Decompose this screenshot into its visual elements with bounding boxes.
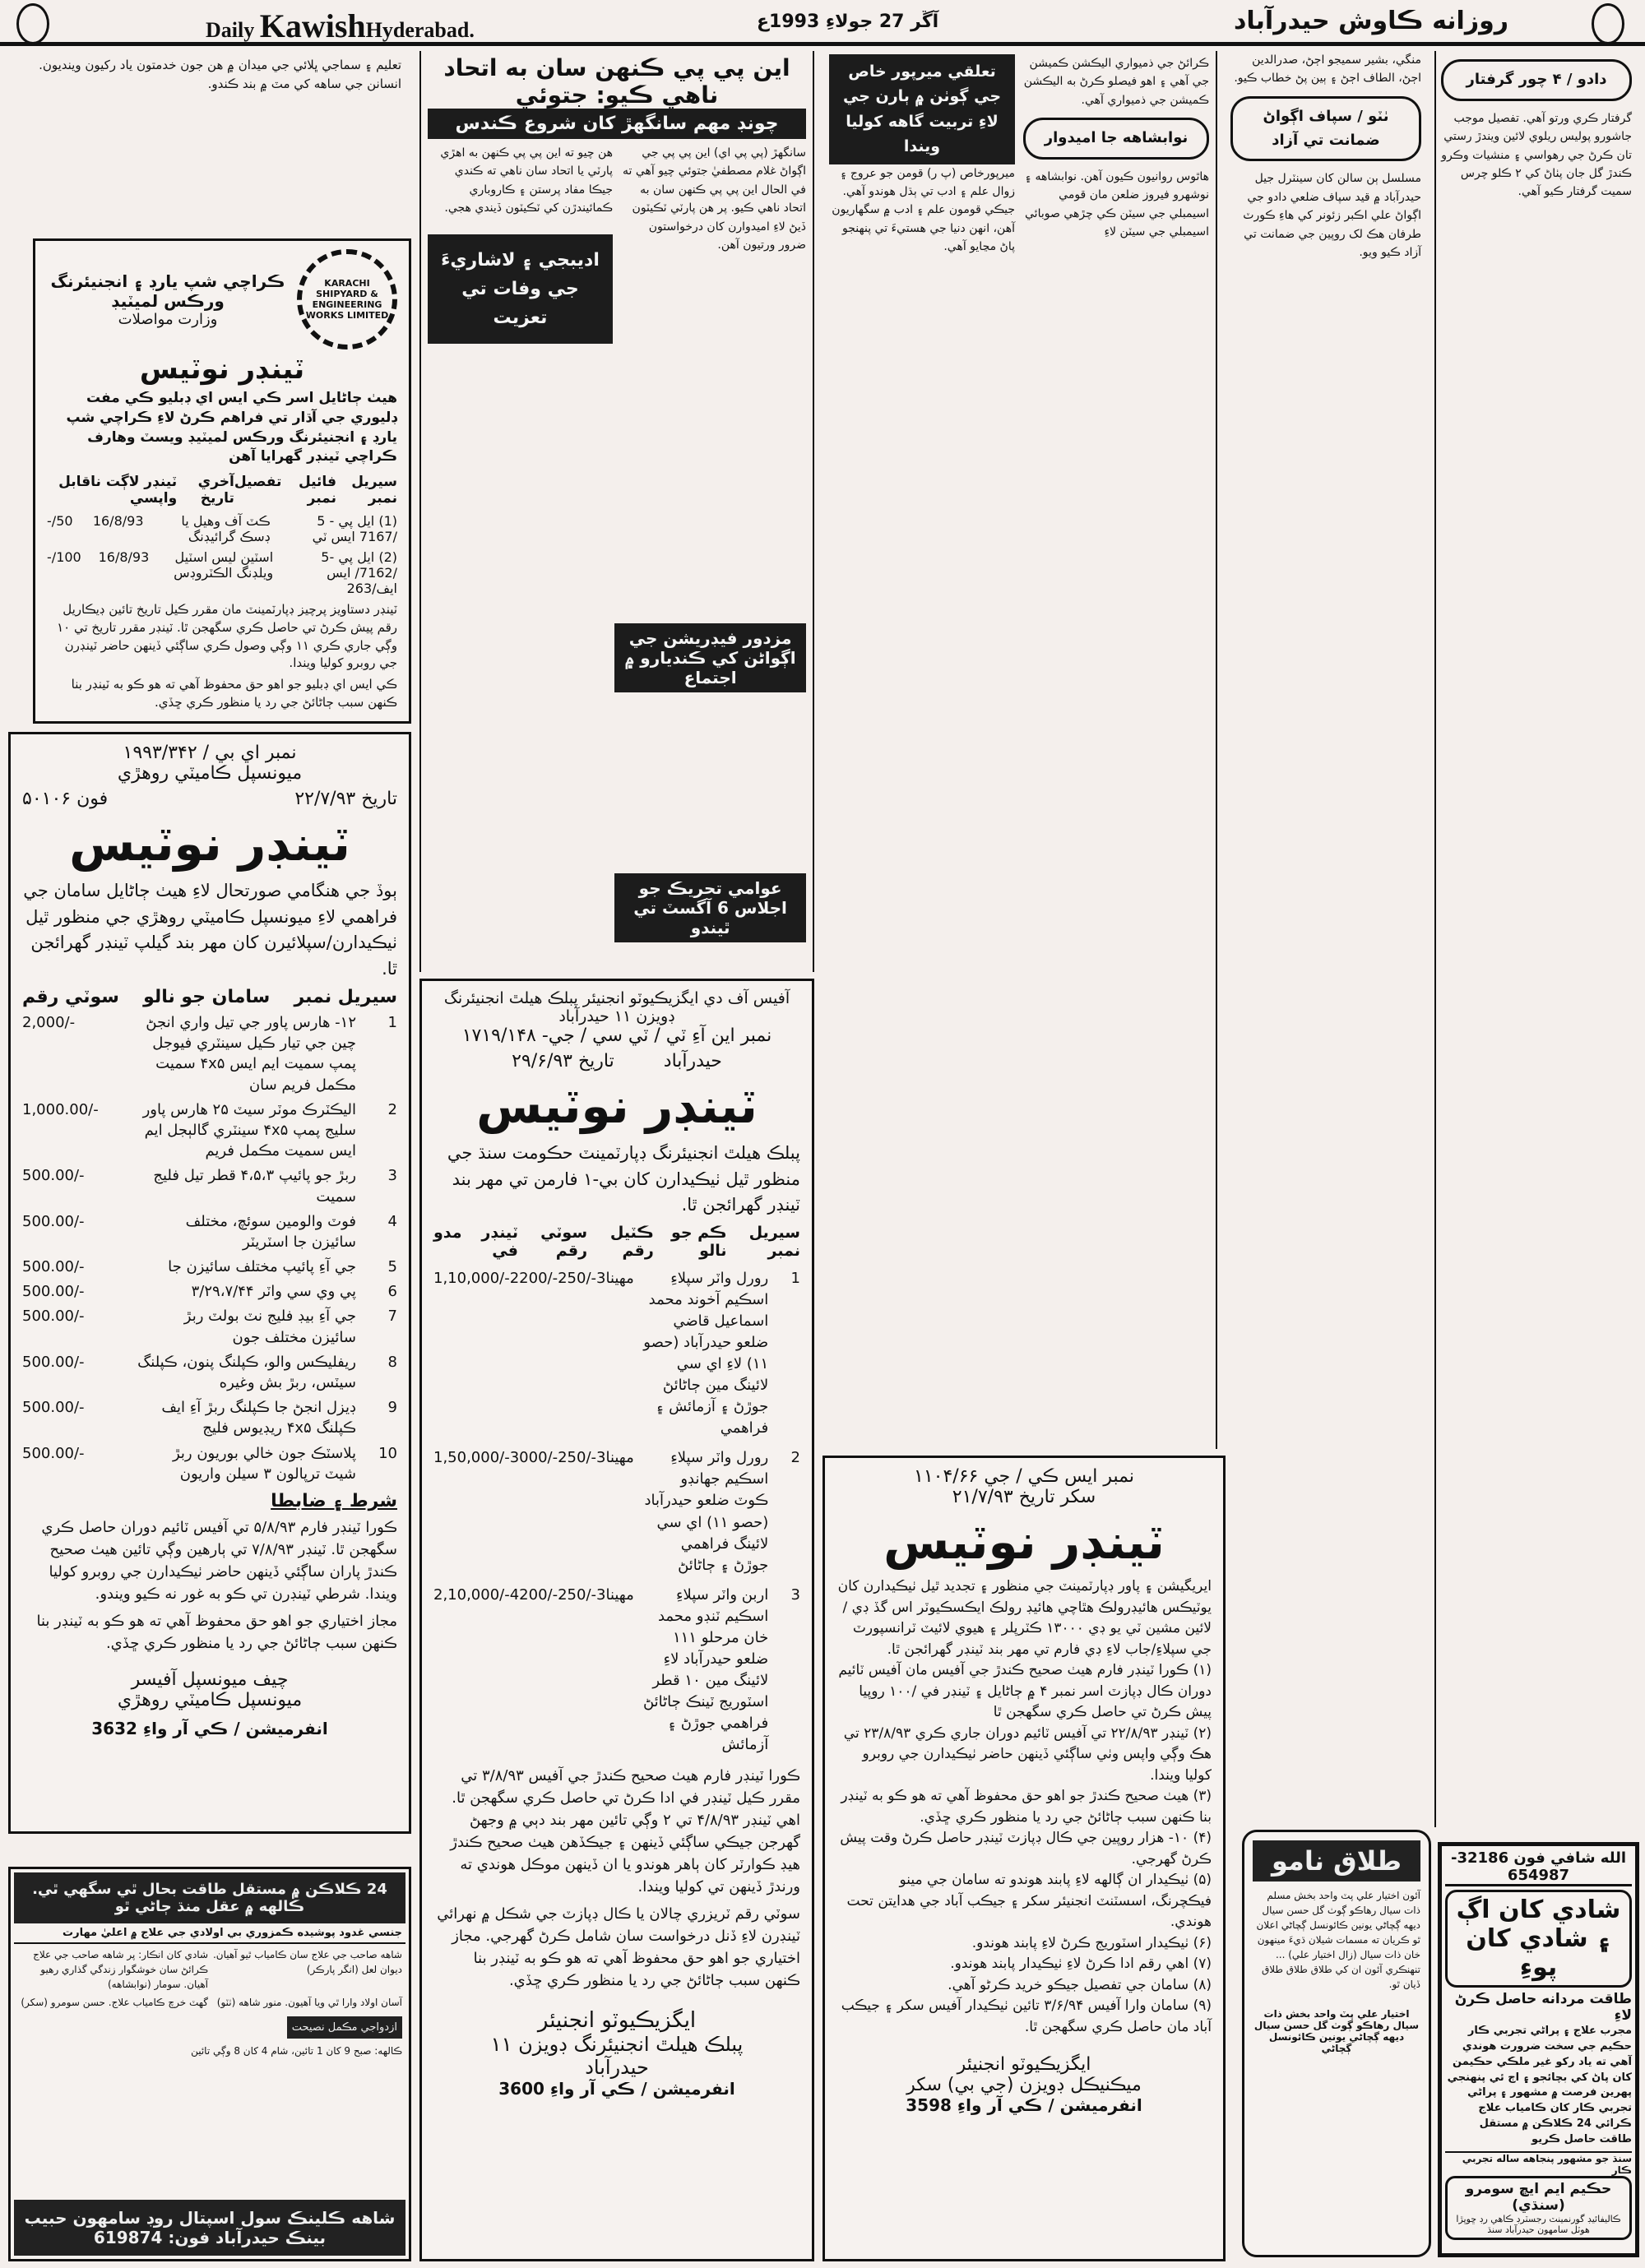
title-name: Kawish [259, 7, 366, 44]
table-row [22, 1352, 397, 1393]
cell-amount: 500.00/- [22, 1399, 85, 1417]
cell-serial: 1 [387, 1014, 397, 1031]
ad-intro: جنسي غدود پوشيده ڪمزوري بي اولادي جي علاج ۾ اعليٰ مهارت [14, 1923, 405, 1944]
cell-serial: 2 [387, 1100, 397, 1118]
tender-intro: ايريگيشن ۽ پاور ڊپارٽمينٽ جي منظور ۽ تجديد ٿيل ٺيڪيدارن کان يوٽيڪس هائيڊرولڪ هٿاچي هائيڊ رولڪ ايڪسڪيوٽر اس گڏ ڊي / لائين مشين ٽي يو ڊي ۱۳۰۰۰ ڪٽرپلر ۽ هيوي لائيٽ ٽرانسپورٽ جي سپلاءِ/جاب لاءِ ڊي فارم تي مهر بند ٽينڊر گهرائجن ٿا. [837, 1578, 1212, 1658]
cell-desc: ڪٽ آف وهيل يا ڊسڪ گرائيڊنگ [181, 513, 271, 545]
cell-serial: 2 [790, 1449, 800, 1467]
title-prefix: Daily [206, 18, 255, 42]
cell-serial: 7 [387, 1308, 397, 1326]
testimonials [14, 1944, 405, 2013]
tender-title: ٽينڊر نوٽيس [69, 816, 350, 872]
ad-address: ڪاليفائيڊ گورنمينٽ رجسٽرڊ ڪاهي رڊ ڇوپڙا هوٽل سامهون حيدرآباد سنڌ [1456, 2213, 1621, 2235]
testimonial: گهٽ خرچ ڪامياب علاج. حسن سومرو (سکر) [21, 1997, 208, 2008]
table-header [433, 1224, 800, 1260]
article-teachers: ميرپورخاص (پ ر) قومن جو عروج ۽ زوال علم ۽ ادب تي ٻڌل هوندو آهي. جيڪي قومون علم ۽ ادب ۾ سگهاريون آهن، انهن دنيا جي هستيءَ تي پنهنجو پاڻ مڃايو آهي. [832, 166, 1015, 254]
cell-item: جي آءِ بيڊ فليج نٽ بولٽ ربڙ سائيزن مختلف جون [183, 1308, 356, 1346]
notice-title: طلاق نامو [1253, 1840, 1420, 1882]
tender-title: ٽينڊر نوٽيس [139, 353, 305, 386]
header-serial: سيريل نمبر [351, 474, 397, 507]
tender-footer: ٽينڊر دستاويز پرچيز ڊپارٽمينٽ مان مقرر ڪيل تاريخ تائين ڊيڪاريل رقم پيش ڪرڻ تي حاصل ڪري سگهجن ٿا. ٽينڊر مقرر تاريخ تي ۱۰ وڳي جاري ڪري ۱۱ وڳي وصول ڪري ساڳئي ڏينهن حاضر ٽينڊرن جي روبرو کوليا ويندا. [57, 602, 397, 671]
header: مدو [433, 1223, 462, 1242]
news-column-center-left [419, 51, 814, 972]
headline-bail: ٺٽو / سپاف اڳواڻ ضمانت تي آزاد [1230, 96, 1421, 162]
office-name: آفيس آف دي ايگزيڪيوٽو انجنيئر پبلڪ هيلٿ انجنيئرنگ ڊويزن ۱۱ حيدرآباد [443, 989, 790, 1025]
cell-item: فوٽ والومين سوئچ، مختلف سائيزن جا اسٽريٽر [185, 1212, 356, 1251]
shah-clinic-ad [8, 1867, 411, 2261]
signatory-city: حيدرآباد [585, 2055, 649, 2079]
cell-date: 16/8/93 [98, 549, 150, 566]
news-snippet-top-left [8, 49, 411, 230]
cell-amounts: 1,50,000/-3000/-250/-3مهينا [433, 1449, 634, 1467]
tender-intro: هيٺ ڄاڻايل اسر ڪي ايس اي ڊبليو ڪي مفت ڊليوري جي آڌار تي فراهم ڪرڻ لاءِ ڪراچي شپ يارڊ ۽ انجنيئرنگ ورڪس لميٽيڊ ويسٽ وهارف ڪراچي ٽينڊر گهرايا آهن [66, 390, 397, 465]
ref-number: نمبر اي بي / ۱۹۹۳/۳۴۲ [123, 743, 297, 763]
condition-item: (۳) هيٺ صحيح ڪندڙ جو اهو حق محفوظ آهي ته هو ڪو به ٽينڊر بنا ڪنهن سبب ڄاڻائڻ جي رد يا منظور ڪري ڇڏي. [841, 1788, 1212, 1826]
english-title [206, 7, 475, 45]
cell-amount: 500.00/- [22, 1212, 85, 1230]
condition-item: (۷) اهي رقم ادا ڪرڻ لاءِ ٺيڪيدار پابند هوندو. [950, 1956, 1212, 1972]
hakeem-ad [1438, 1842, 1639, 2257]
cell-item: پلاسٽڪ جون خالي بوريون ربڙ شيٽ ترپالون ۳ سيلن واريون [172, 1444, 356, 1483]
table-row [22, 1397, 397, 1438]
cell-desc: اسٽين ليس اسٽيل ويلڊنگ الڪٽروڊس [174, 549, 274, 581]
table-row [22, 1257, 397, 1277]
cell-serial: 6 [387, 1283, 397, 1301]
article-intro: منگي، بشير سميجو اڄڻ، صدرالدين اڄڻ، الطاف اڄڻ ۽ ٻين پڻ خطاب ڪيو. [1234, 53, 1421, 86]
condition-item: (۴) ۱۰- هزار روپين جي ڪال ڊپازٽ ٽينڊر حاصل ڪرڻ وقت پيش ڪرڻ گهرجي. [840, 1830, 1212, 1868]
cell-cost: 50/- [47, 513, 73, 530]
table-row [433, 1268, 800, 1440]
cell-work: رورل واٽر سپلاءِ اسڪيم جهانڊو ڪوٽ ضلعو حيدرآباد (حصو ۱۱) اي سي لائينگ فراهمي جوڙڻ ۽ ڄاڻائڻ [644, 1449, 769, 1574]
cell-serial: 10 [378, 1444, 397, 1462]
ref-number: نمبر اين آءِ ٽي / ٽي سي / جي- ۱۷۱۹/۱۴۸ [461, 1025, 772, 1046]
article-bail: مسلسل ٻن سالن کان سينٽرل جيل حيدرآباد ۾ قيد سپاف ضلعي دادو جي اڳواڻ علي اڪبر زئونر کي هاءِ ڪورٽ طرفان هڪ لک روپين جي ضمانت تي آزاد ڪيو ويو. [1243, 172, 1421, 259]
date-phone-row [22, 789, 397, 809]
table-row [47, 549, 397, 596]
terms-body: ڪورا ٽينڊر فارم ۵/۸/۹۳ تي آفيس ٽائيم دوران حاصل ڪري سگهجن ٿا. ٽينڊر ۷/۸/۹۳ تي ٻارهين وڳي تائين هيٺ صحيح ڪندڙ پاران ساڳئي ڏينهن حاضر ٺيڪيدارن جي روبرو کوليا ويندا. شرطي ٽينڊرن تي ڪو به غور نه ڪيو ويندو. [41, 1518, 397, 1603]
ad-tagline: سنڌ جو مشهور پنجاهه ساله تجربي ڪار [1445, 2151, 1632, 2176]
table-row [22, 1099, 397, 1162]
cell-item: ريفليڪس والو، ڪپلنگ پنون، ڪپلنگ سيٽس، ربڙ بش وغيره [137, 1353, 356, 1391]
signatory: چيف ميونسپل آفيسر [131, 1669, 289, 1690]
cell-amount: 500.00/- [22, 1167, 85, 1185]
table-row [22, 1211, 397, 1252]
talaq-nama-notice [1242, 1830, 1431, 2257]
cell-file: (2) ايل پي -5 /7162/ ايس ايف/263 [321, 549, 397, 597]
condition-item: (۹) سامان وارا آفيس ۳/۶/۹۴ تائين ٺيڪيدار آفيس سکر ۽ جيڪب آباد مان حاصل ڪري سگهجن ٿا. [841, 1997, 1212, 2035]
header-amount: سوٽي رقم [22, 987, 119, 1007]
notice-signature: اختيار علي پٽ واحد بخش ذات سيال رهاڪو ڳوٺ گل حسن سيال ديهه ڳچاڻي يونين ڪائونسل ڳچاڻي [1253, 2008, 1420, 2054]
info-code: انفرميشن / ڪي آر واءِ 3632 [91, 1718, 328, 1738]
header: ٽينڊر في [481, 1223, 518, 1260]
table-row [47, 513, 397, 544]
cell-amount: 500.00/- [22, 1444, 85, 1462]
article-dadu: گرفتار ڪري ورتو آهي. تفصيل موجب جاشورو پوليس ريلوي لائين ويندڙ رستي تان ڪرڻ جي رهواسي ۽ منشيات وڪرو ڪندڙ گل جان پٺاڻ کي ۲ ڪلو چرس سميت گرفتار ڪيو آهي. [1441, 111, 1632, 199]
notice-date: تاريخ ۲۹/۶/۹۳ [512, 1051, 614, 1072]
news-column-right [1226, 51, 1637, 1827]
table-row [22, 1306, 397, 1347]
header-desc: تفصيل [234, 474, 282, 491]
phed-tender-notice [419, 979, 814, 2261]
municipal-tender-notice [8, 732, 411, 1834]
article-body-npp: سانگهڙ (پي پي اي) اين پي پي جي اڳواڻ غلام مصطفيٰ جتوئي چيو آهي ته في الحال اين پي پي ڪنهن سان به اتحاد ناهي ڪيو. پر هن پارٽي ٽڪيٽون ڏيڻ لاءِ اميدوارن کان درخواستون ضرور ورتيون آهن. [622, 146, 806, 252]
news-column-center-right [822, 51, 1217, 1449]
title-city: Hyderabad. [365, 18, 475, 42]
sindhi-title: روزانه ڪاوش حيدرآباد [1234, 7, 1509, 35]
signatory-org: پبلڪ هيلٿ انجنيئرنگ ڊويزن ۱۱ [490, 2032, 744, 2056]
org-name: ڪراچي شپ يارڊ ۽ انجنيئرنگ ورڪس لميٽيڊ [50, 271, 285, 311]
testimonial: شاهه صاحب جي علاج سان ڪامياب ٿيو آهيان. ديوان لعل (انگر پارڪر) [212, 1949, 402, 1975]
ad-timing: ڪالهه: صبح 9 کان 1 تائين، شام 4 کان 8 وڳي تائين [191, 2045, 402, 2057]
cell-amount: 1,000.00/- [22, 1100, 99, 1118]
cell-serial: 5 [387, 1258, 397, 1276]
table-header [47, 474, 397, 507]
signatory: ايگزيڪيوٽو انجنيئر [957, 2054, 1091, 2075]
masthead [0, 0, 1645, 46]
signatory-org: ميڪنيڪل ڊويزن (جي بي) سکر [906, 2075, 1142, 2095]
irrigation-tender-notice [822, 1456, 1226, 2261]
cell-serial: 3 [387, 1167, 397, 1185]
city-date-row [433, 1051, 800, 1072]
cell-serial: 4 [387, 1212, 397, 1230]
header-date: آخري تاريخ [197, 474, 234, 507]
cell-amounts: 1,10,000/-2200/-250/-3مهينا [433, 1269, 634, 1287]
condition-item: (۸) سامان جي تفصيل جيڪو خريد ڪرڻو آهي. [948, 1976, 1212, 1993]
cell-item: ۱۲- هارس پاور جي تيل واري انجڻ چين جي تيار ڪيل سينٽري فيوجل پمپ سميت ايم ايس ۴x۵ سميت مڪمل فريم سان [146, 1014, 356, 1094]
table-row [433, 1447, 800, 1576]
testimonial: شادي کان انڪار: پر شاهه صاحب جي علاج ڪرائڻ سان خوشگوار زندگي گذاري رهيو آهيان. سومار (نوابشاهه) [33, 1949, 208, 1990]
header-serial: سيريل نمبر [294, 987, 397, 1007]
article-body-npp-cont: هن چيو ته اين پي پي ڪنهن به اهڙي پارٽي يا اتحاد سان ناهي ته ڪندي جيڪا مفاد پرستن ۽ ڪاروباري ڪمائيندڙن کي ٽڪيٽون ڏيندي هجي. [440, 146, 613, 215]
article-body: تعليم ۽ سماجي ڀلائي جي ميدان ۾ هن جون خدمتون ياد رکيون وينديون. انسانن جي ساهه کي مٽ ۾ بند ڪندو. [39, 58, 401, 92]
cell-amounts: 2,10,000/-4200/-250/-3مهينا [433, 1585, 634, 1604]
karachi-shipyard-logo: KARACHI SHIPYARD & ENGINEERING WORKS LIMITED [297, 249, 397, 349]
testimonial: آسان اولاد وارا ٿي ويا آهيون. منور شاهه (ٺٽو) [216, 1997, 402, 2008]
cell-serial: 9 [387, 1399, 397, 1417]
cell-item: جي آءِ پائيپ مختلف سائيزن جا [168, 1258, 356, 1276]
cell-item: ڊيزل انجڻ جا ڪپلنگ ربڙ آءِ ايف ڪپلنگ ۴x۵ ريڊيوس فليج [161, 1399, 356, 1437]
cell-item: اليڪٽرڪ موٽر سيٽ ۲۵ هارس پاور سليج پمپ ۴x۵ سينٽري گالٻجل ايم ايس سميت مڪمل فريم [142, 1100, 356, 1160]
headline-workers: مزدور فيڊريشن جي اڳواڻن کي ڪنديارو ۾ اجتماع [614, 623, 806, 692]
ad-headline-2: ۽ شادي کان پوءِ [1466, 1924, 1611, 1982]
cell-date: 16/8/93 [92, 513, 144, 530]
cell-amount: 500.00/- [22, 1283, 85, 1301]
table-row [22, 1165, 397, 1206]
table-row [22, 1281, 397, 1302]
reserve-clause: مجاز اختياري جو اهو حق محفوظ آهي ته هو ڪو به ٽينڊر بنا ڪنهن سبب ڄاڻائڻ جي رد يا منظور ڪري ڇڏي. [36, 1612, 397, 1652]
table-row [433, 1585, 800, 1757]
notice-body: آئون اختيار علي پٽ واحد بخش مسلم ذات سيال رهاڪو ڳوٺ گل حسن سيال ديهه ڳچاڻي يونين ڪائونسل ڳچاڻي اعلان ٿو ڪريان ته مسمات شيلان ڌيءَ مينهون خان ذات سيال (زال اختيار علي) ... تنهنڪري آئون ان کي طلاق طلاق طلاق ڏيان ٿو. [1256, 1890, 1420, 1990]
ad-footer: شاهه ڪلينڪ سول اسپتال روڊ سامهون حبيب بينڪ حيدرآباد فون: 619874 [14, 2200, 405, 2256]
headline-dadu: دادو / ۴ چور گرفتار [1441, 59, 1632, 101]
info-code: انفرميشن / ڪي آر واءِ 3600 [498, 2078, 735, 2099]
cell-amount: 500.00/- [22, 1258, 85, 1276]
ad-headline-1: شادي کان اڳ [1456, 1895, 1621, 1924]
header: سيريل نمبر [748, 1223, 800, 1260]
article-election: ڪرائڻ جي ذميواري اليڪشن ڪميشن جي آهي ۽ اهو فيصلو ڪرڻ به اليڪشن ڪميشن جي ذميواري آهي. [1023, 57, 1209, 107]
cell-amount: 500.00/- [22, 1353, 85, 1371]
cell-amount: 500.00/- [22, 1308, 85, 1326]
cell-item: پي وي سي واٽر ۳/۲۹،۷/۴۴ [191, 1283, 356, 1301]
article-nawabshah: هاٿوس روانيون ڪيون آهن. نوابشاهه ۽ نوشهرو فيروز ضلعن مان قومي اسيمبلي جي سيٽن ڪي چڙهي صوبائي اسيمبلي جي سيٽن لاءِ [1024, 169, 1209, 239]
ad-phone: الله شافي فون 32186-654987 [1445, 1849, 1632, 1886]
headline-meeting: عوامي تحريڪ جو اجلاس 6 آگسٽ تي ٿيندو [614, 873, 806, 942]
issue-date: آڱر 27 جولاءِ 1993ع [757, 12, 939, 32]
tender-title: ٽينڊر نوٽيس [476, 1078, 758, 1134]
terms-title: شرط ۽ ضابطا [271, 1490, 397, 1511]
tender-title: ٽينڊر نوٽيس [883, 1514, 1165, 1570]
headline-teachers: تعلقي ميرپور خاص جي ڳوٺن ۾ ٻارن جي لاءِ تربيت گاهه کوليا ويندا [829, 54, 1015, 164]
table-row [22, 1012, 397, 1095]
city: حيدرآباد [663, 1051, 722, 1072]
cell-item: ربڙ جو پائيپ ۴،۵،۳ قطر تيل فليج سميت [153, 1167, 356, 1206]
ad-hakeem-name: حڪيم ايم ايڇ سومرو (سنڌي) [1465, 2180, 1612, 2214]
cell-file: (1) ايل پي - 5 /7167 ايس ٽي [312, 513, 397, 545]
org-name: ميونسپل ڪاميٽي روهڙي [117, 763, 303, 784]
ear-right [1592, 3, 1624, 44]
tender-intro: پبلڪ هيلٿ انجنيئرنگ ڊپارٽمينٽ حڪومت سنڌ جي منظور ٿيل ٺيڪيدارن کان بي-۱ فارمن تي مهر بند ٽينڊر گهرائجن ٿا. [447, 1143, 800, 1215]
terms-body: ڪورا ٽينڊر فارم هيٺ صحيح ڪندڙ جي آفيس ۳/۸/۹۳ تي مقرر ڪيل ٽينڊر في ادا ڪرڻ تي حاصل ڪري سگهجن ٿا. اهي ٽينڊر ۴/۸/۹۳ تي ۲ وڳي تائين مهر بند دٻي ۾ وجهڻ گهرجن جيڪي ساڳئي ڏينهن ۽ جيڪڏهن هيٺ صحيح ڪندڙ هيڊ ڪوارٽر کان ٻاهر هوندو يا ان ڏينهن موڪل هوندي ته ورندڙ ڏينهن تي کوليا ويندا. [450, 1766, 800, 1895]
table-header [22, 987, 397, 1007]
shipyard-tender-notice [33, 238, 411, 724]
cell-cost: 100/- [47, 549, 81, 566]
headline-nawabshah: نوابشاهه جا اميدوار [1023, 118, 1209, 160]
header-cost: ٽينڊر لاڳت ناقابل واپسي [58, 474, 178, 507]
cell-serial: 8 [387, 1353, 397, 1371]
cell-serial: 3 [790, 1585, 800, 1604]
cell-work: اربن واٽر سپلاءِ اسڪيم ٽنڊو محمد خان مرحلو ۱۱۱ ضلعو حيدرآباد لاءِ لائينگ مين ۱۰ قطر اسٽوريج ٽينڪ ڄاڻائڻ فراهمي جوڙڻ ۽ آزمائش [642, 1585, 769, 1754]
ad-subhead: طاقت مردانه حاصل ڪرڻ لاءِ [1454, 1991, 1632, 2024]
ref-number: نمبر ايس ڪي / جي ۱۱۰۴/۶۶ [914, 1466, 1134, 1487]
notice-date: سکر تاريخ ۲۱/۷/۹۳ [952, 1487, 1096, 1507]
condition-item: (۵) ٺيڪيدار ان ڳالهه لاءِ پابند هوندو ته سامان جي مينو فيڪچرنگ، اسسٽنٽ انجنيئر سکر ۽ جيڪب آباد جي هدايتن تحت هوندي. [846, 1872, 1212, 1930]
terms-body-2: سوٽي رقم ٽريزري چالان يا ڪال ڊپازٽ جي شڪل ۾ نهرائي ٽينڊرن لاءِ ڏنل درخواست سان شامل ڪرڻ گهرجي. مجاز اختياري جو اهو حق محفوظ آهي ته هو ڪو به ٽينڊر بنا ڪنهن سبب ڄاڻائڻ جي رد يا منظور ڪري ڇڏي. [437, 1905, 800, 1989]
header-item: سامان جو نالو [143, 987, 271, 1007]
cell-work: رورل واٽر سپلاءِ اسڪيم آخوند محمد اسماعيل قاضي ضلعو حيدرآباد (حصو ۱۱) لاءِ اي سي لائينگ مين ڄاڻائڻ جوڙڻ ۽ آزمائش ۽ فراهمي [643, 1269, 769, 1437]
signatory: ايگزيڪيوٽو انجنيئر [537, 2007, 697, 2033]
header-file: فائيل نمبر [298, 474, 336, 507]
ad-badge: ازدواجي مڪمل نصيحت [287, 2016, 402, 2039]
condition-item: (۲) ٽينڊر ۲۲/۸/۹۳ تي آفيس ٽائيم دوران جاري ڪري ۲۳/۸/۹۳ تي هڪ وڳي واپس وٺي ساڳئي ڏينهن حاضر ٺيڪيدارن جي روبرو کوليا ويندا. [843, 1724, 1212, 1784]
headline-npp: اين پي پي ڪنهن سان به اتحاد ناهي ڪيو: جتوئي [443, 54, 790, 109]
ear-left [16, 3, 49, 44]
cell-amount: 2,000/- [22, 1014, 76, 1031]
ad-headline: 24 ڪلاڪن ۾ مستقل طاقت بحال ٿي سگهي ٿي. ڪالهه ۾ عقل منڌ ڄاڻي ٿو [14, 1872, 405, 1923]
works-list [433, 1268, 800, 1757]
items-list [22, 1012, 397, 1484]
notice-date: تاريخ ۲۲/۷/۹۳ [294, 789, 397, 809]
conditions-list [836, 1660, 1212, 2038]
cell-serial: 1 [790, 1269, 800, 1287]
tender-reserve: ڪي ايس اي ڊبليو جو اهو حق محفوظ آهي ته هو ڪو به ٽينڊر بنا ڪنهن سبب ڄاڻائڻ جي رد يا منظور ڪري ڇڏي. [71, 677, 397, 710]
header: سوٽي رقم [540, 1223, 588, 1260]
subhead-npp: چونڊ مهم سانگهڙ کان شروع ڪندس [428, 109, 806, 139]
signatory-org: ميونسپل ڪاميٽي روهڙي [117, 1689, 303, 1710]
phone: فون ۵۰۱۰۶ [22, 789, 109, 809]
header: ڪٽيل رقم [609, 1223, 654, 1260]
ad-body: مجرب علاج ۽ پراڻي تجربي ڪار حڪيم جي سخت ضرورت هوندي آهي ته ياد رکو غير ملڪي حڪيمن کان پاڻ کي بچائجو ۽ اڄ ئي پنهنجي پهرين فرصت ۾ مشهور ۽ پراڻي تجربي ڪار کان ڪامياب علاج ڪرائي 24 ڪلاڪن ۾ مستقل طاقت حاصل ڪريو [1447, 2025, 1632, 2145]
headline-condolence: اديبجي ۽ لاشاريءَ جي وفات تي تعزيت [428, 234, 613, 345]
condition-item: (۶) ٺيڪيدار اسٽوريج ڪرڻ لاءِ پابند هوندو. [971, 1934, 1212, 1951]
info-code: انفرميشن / ڪي آر واءِ 3598 [906, 2095, 1142, 2115]
header: ڪم جو نالو [670, 1223, 727, 1260]
ministry: وزارت مواصلات [118, 310, 218, 328]
condition-item: (۱) ڪورا ٽينڊر فارم هيٺ صحيح ڪندڙ جي آفيس مان آفيس ٽائيم دوران ڪال ڊپازٽ اسر نمبر ۴ ۾ ڄاڻايل ۽ ٽينڊر في /۱۰۰ روپيا پيش ڪرڻ تي حاصل ڪري سگهجن ٿا [838, 1662, 1212, 1720]
tender-intro: ٻوڏ جي هنگامي صورتحال لاءِ هيٺ ڄاڻايل سامان جي فراهمي لاءِ ميونسپل ڪاميٽي روهڙي جي منظور ٿيل ٺيڪيدارن/سپلائيرن کان مهر بند گيلپ ٽينڊر گهرائجن ٿا. [23, 881, 397, 979]
table-row [22, 1443, 397, 1484]
